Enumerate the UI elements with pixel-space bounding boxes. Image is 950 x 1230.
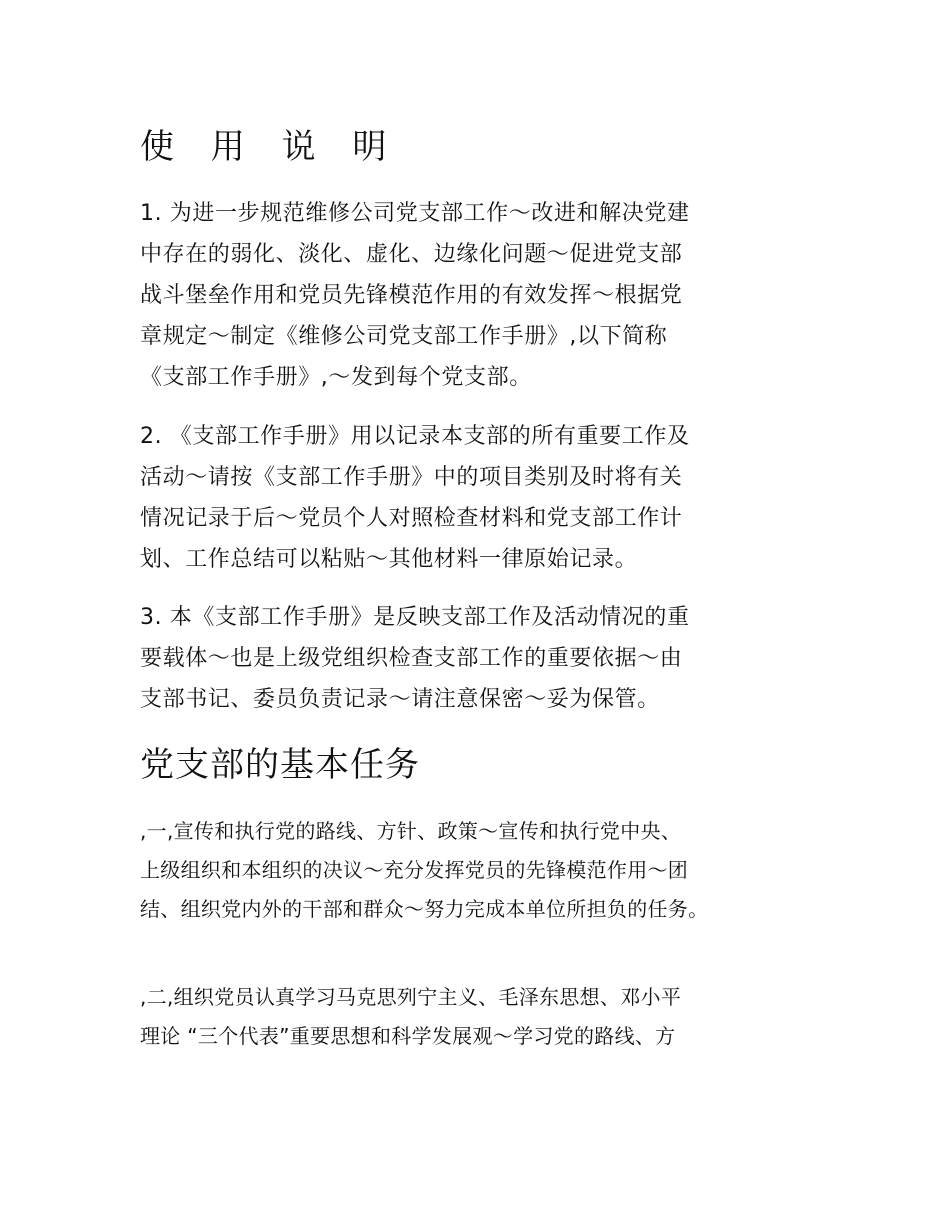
usage-item-1-line-1: 1. 为进一步规范维修公司党支部工作～改进和解决党建 xyxy=(140,201,690,226)
usage-item-1 xyxy=(140,193,690,398)
usage-item-1-line-5: 《支部工作手册》,～发到每个党支部。 xyxy=(140,365,532,390)
task-item-1-line-3: 结、组织党内外的干部和群众～努力完成本单位所担负的任务。 xyxy=(140,897,709,921)
task-item-2-line-2: 理论 “三个代表”重要思想和科学发展观～学习党的路线、方 xyxy=(140,1024,676,1048)
task-item-1-line-1: ,一,宣传和执行党的路线、方针、政策～宣传和执行党中央、 xyxy=(140,819,682,843)
task-item-2 xyxy=(140,978,681,1056)
usage-item-3-line-1: 3. 本《支部工作手册》是反映支部工作及活动情况的重 xyxy=(140,605,690,630)
basic-tasks-title: 党支部的基本任务 xyxy=(140,745,420,785)
usage-item-1-line-4: 章规定～制定《维修公司党支部工作手册》,以下简称 xyxy=(140,324,668,349)
usage-item-2-line-2: 活动～请按《支部工作手册》中的项目类别及时将有关 xyxy=(140,465,683,490)
usage-item-3-line-2: 要载体～也是上级党组织检查支部工作的重要依据～由 xyxy=(140,646,683,671)
usage-instructions-title: 使 用 说 明 xyxy=(140,127,400,167)
usage-item-2-line-4: 划、工作总结可以粘贴～其他材料一律原始记录。 xyxy=(140,547,638,572)
usage-item-1-line-2: 中存在的弱化、淡化、虚化、边缘化问题～促进党支部 xyxy=(140,242,683,267)
usage-item-2-line-3: 情况记录于后～党员个人对照检查材料和党支部工作计 xyxy=(140,506,683,531)
usage-item-2 xyxy=(140,416,690,580)
task-item-1-line-2: 上级组织和本组织的决议～充分发挥党员的先锋模范作用～团 xyxy=(140,858,689,882)
task-item-2-line-1: ,二,组织党员认真学习马克思列宁主义、毛泽东思想、邓小平 xyxy=(140,985,682,1009)
usage-item-3-line-3: 支部书记、委员负责记录～请注意保密～妥为保管。 xyxy=(140,687,660,712)
usage-item-3 xyxy=(140,597,690,720)
task-item-1 xyxy=(140,812,708,929)
usage-item-1-line-3: 战斗堡垒作用和党员先锋模范作用的有效发挥～根据党 xyxy=(140,283,683,308)
usage-item-2-line-1: 2. 《支部工作手册》用以记录本支部的所有重要工作及 xyxy=(140,424,690,449)
